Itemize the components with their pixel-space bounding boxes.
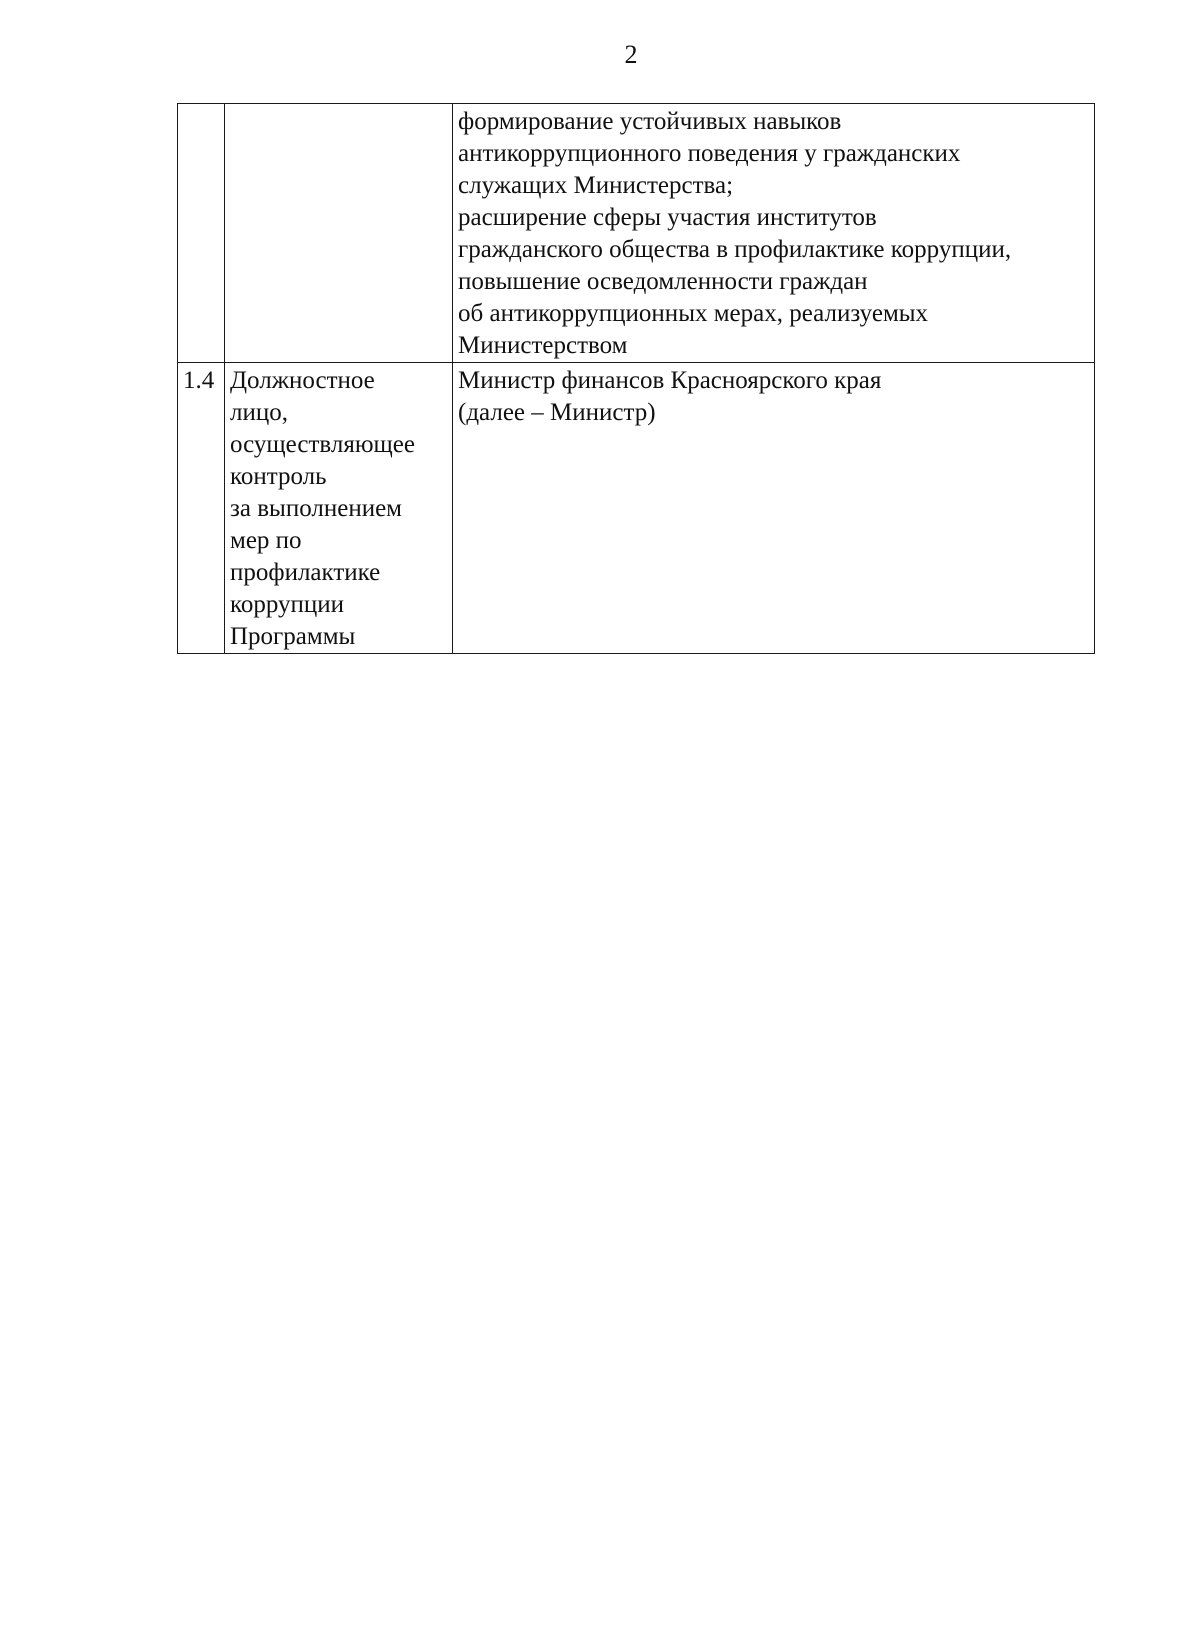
text-line: Министр финансов Красноярского края	[458, 367, 882, 394]
text-line: Министерством	[458, 332, 628, 359]
label-line: мер по	[230, 527, 302, 554]
table-row-continuation	[178, 104, 1095, 363]
label-line: профилактике	[230, 559, 381, 586]
text-line: расширение сферы участия институтов	[458, 204, 877, 231]
table-row-1-4	[178, 363, 1095, 654]
label-line: Программы	[230, 623, 356, 650]
text-line: повышение осведомленности граждан	[458, 268, 868, 295]
text-line: об антикоррупционных мерах, реализуемых	[458, 300, 929, 327]
text-line: антикоррупционного поведения у гражданских	[458, 140, 961, 167]
cell-label	[225, 363, 453, 654]
cell-label	[225, 104, 453, 363]
label-line: осуществляющее	[230, 431, 415, 458]
page-number: 2	[624, 40, 638, 69]
cell-text	[453, 104, 1095, 363]
label-line: лицо,	[230, 399, 288, 426]
text-line: формирование устойчивых навыков	[458, 108, 842, 135]
cell-number	[178, 104, 225, 363]
text-line: гражданского общества в профилактике коррупции,	[458, 236, 1012, 263]
cell-number: 1.4	[178, 363, 225, 654]
cell-text	[453, 363, 1095, 654]
program-passport-table	[177, 103, 1095, 654]
text-line: служащих Министерства;	[458, 172, 734, 199]
label-line: Должностное	[230, 367, 375, 394]
text-line: (далее – Министр)	[458, 399, 656, 426]
label-line: за выполнением	[230, 495, 402, 522]
label-line: контроль	[230, 463, 327, 490]
label-line: коррупции	[230, 591, 345, 618]
